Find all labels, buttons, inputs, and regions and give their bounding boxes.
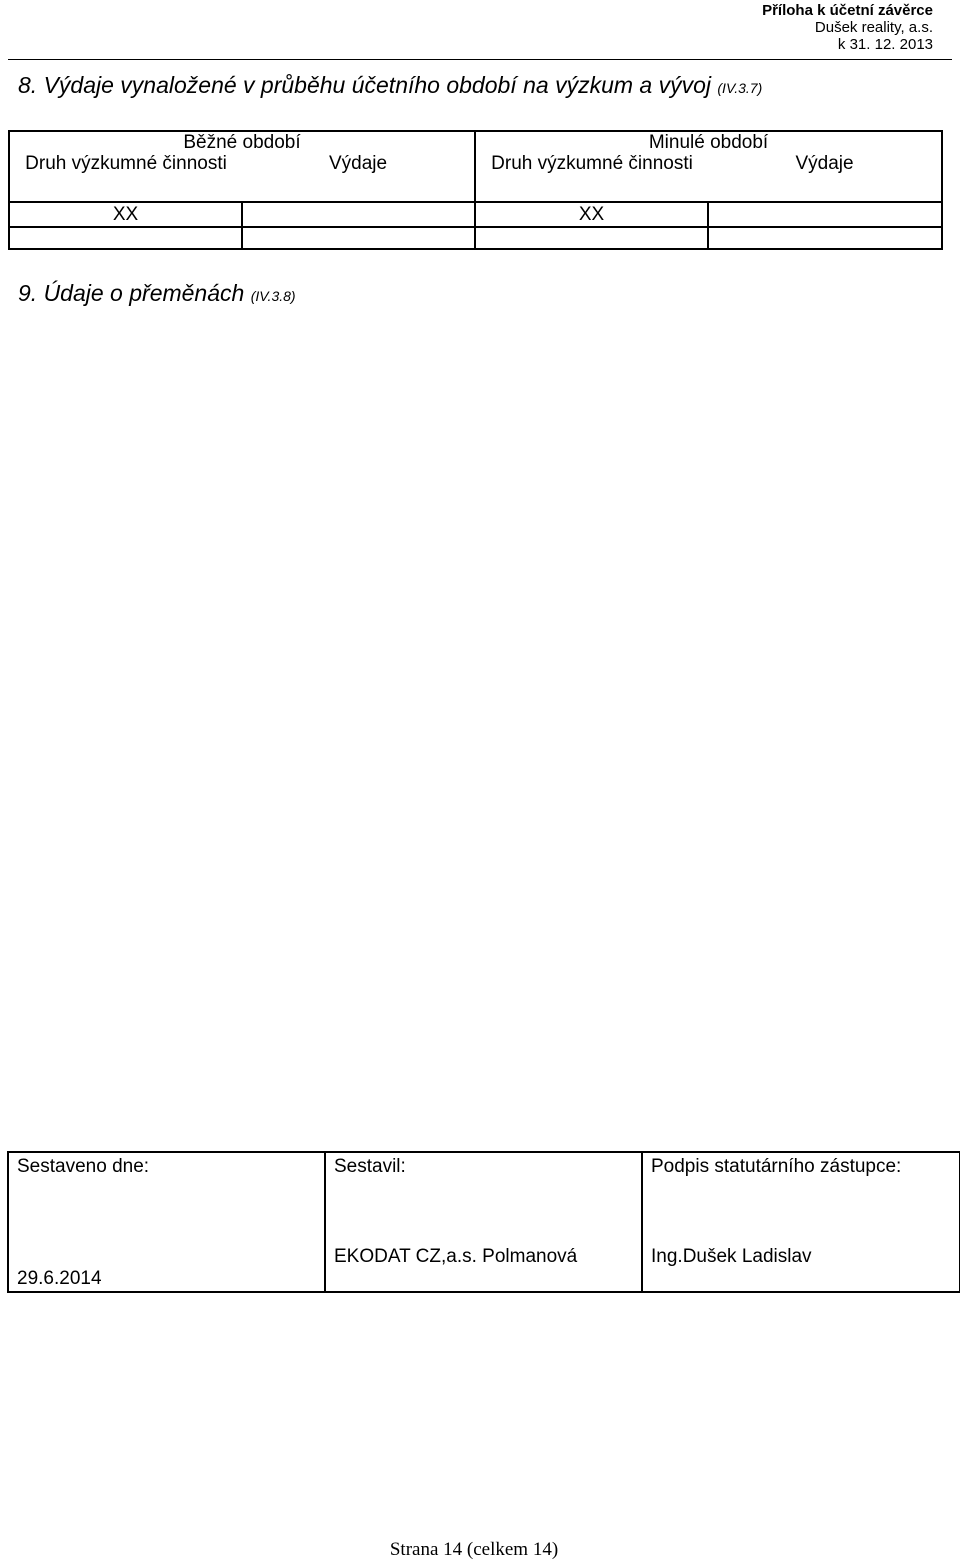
research-expenses-table xyxy=(8,130,943,250)
signatory-value: Ing.Dušek Ladislav xyxy=(651,1246,812,1267)
current-period-header: Běžné období xyxy=(9,131,475,153)
compiled-date-cell xyxy=(8,1152,325,1292)
table-row xyxy=(9,227,942,249)
section-8-reference: (IV.3.7) xyxy=(717,80,763,96)
compiled-by-cell xyxy=(325,1152,642,1292)
header-divider xyxy=(8,59,952,60)
current-expenses-header: Výdaje xyxy=(242,153,475,202)
section-8-title xyxy=(18,72,762,99)
empty-cell xyxy=(475,227,708,249)
document-header xyxy=(762,2,933,53)
table-row xyxy=(9,202,942,227)
header-company: Dušek reality, a.s. xyxy=(814,19,933,36)
header-date: k 31. 12. 2013 xyxy=(837,36,933,53)
previous-period-header: Minulé období xyxy=(475,131,942,153)
compiled-date-value: 29.6.2014 xyxy=(17,1268,102,1289)
compiled-by-label: Sestavil: xyxy=(334,1156,406,1177)
previous-type-header: Druh výzkumné činnosti xyxy=(475,153,708,202)
signature-table xyxy=(7,1151,960,1293)
table-column-header-row xyxy=(9,153,942,202)
page-footer: Strana 14 (celkem 14) xyxy=(389,1539,559,1560)
section-9-heading: 9. Údaje o přeměnách xyxy=(18,280,245,306)
previous-expenses-cell xyxy=(708,202,942,227)
previous-expenses-header: Výdaje xyxy=(708,153,942,202)
empty-cell xyxy=(708,227,942,249)
empty-cell xyxy=(242,227,475,249)
current-type-cell: XX xyxy=(9,202,242,227)
section-9-reference: (IV.3.8) xyxy=(250,288,296,304)
signatory-label: Podpis statutárního zástupce: xyxy=(651,1156,902,1177)
previous-type-cell: XX xyxy=(475,202,708,227)
compiled-date-label: Sestaveno dne: xyxy=(17,1156,150,1177)
current-type-header: Druh výzkumné činnosti xyxy=(9,153,242,202)
signatory-cell xyxy=(642,1152,960,1292)
compiled-by-value: EKODAT CZ,a.s. Polmanová xyxy=(334,1246,578,1267)
current-expenses-cell xyxy=(242,202,475,227)
empty-cell xyxy=(9,227,242,249)
header-title: Příloha k účetní závěrce xyxy=(762,2,933,19)
section-9-title xyxy=(18,280,296,307)
section-8-heading: 8. Výdaje vynaložené v průběhu účetního období na výzkum a vývoj xyxy=(18,72,711,98)
table-period-row xyxy=(9,131,942,153)
